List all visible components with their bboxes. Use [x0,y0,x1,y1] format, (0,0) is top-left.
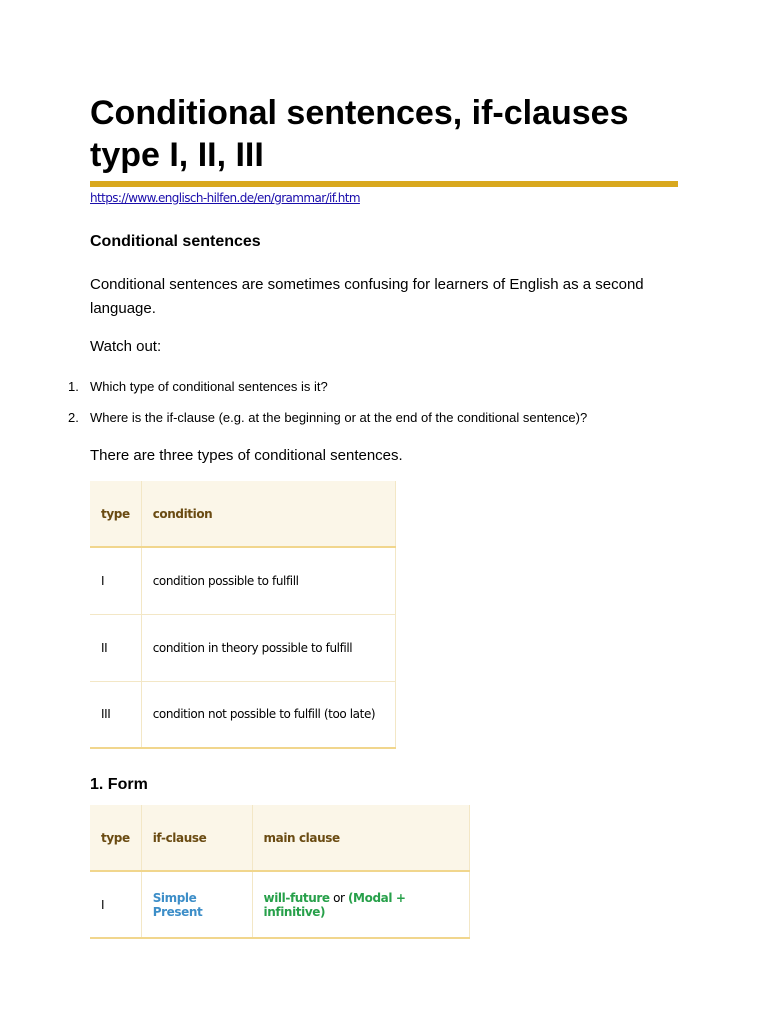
cell-condition: condition not possible to fulfill (too late) [141,681,395,748]
section-heading-form: 1. Form [90,776,148,793]
table-row [90,614,396,681]
cell-main-clause [252,871,469,938]
source-link[interactable]: https://www.englisch-hilfen.de/en/grammar/if.htm [90,191,360,205]
cell-type: I [90,547,141,614]
cell-type: III [90,681,141,748]
document-page [68,0,678,919]
tense-simple-present: Simple Present [152,890,203,919]
table-header-row [90,805,470,871]
list-item [68,379,328,394]
watch-out-label: Watch out: [90,338,162,355]
intro-paragraph: Conditional sentences are sometimes confusing for learners of English as a second language. [90,276,644,317]
cell-condition: condition possible to fulfill [141,547,395,614]
list-item-text: Where is the if-clause (e.g. at the beginning or at the end of the conditional sentence)? [90,410,588,425]
list-item [68,410,587,425]
section-heading-conditional-sentences: Conditional sentences [90,233,261,250]
table-row [90,681,396,748]
tense-modal-infinitive: (Modal + infinitive) [263,890,406,919]
table-header-row [90,481,396,547]
cell-condition: condition in theory possible to fulfill [141,614,395,681]
column-header-type: type [90,481,141,547]
page-title: Conditional sentences, if-clauses type I, II, III [90,94,629,174]
column-header-main-clause: main clause [252,805,469,871]
column-header-if-clause: if-clause [141,805,252,871]
list-item-number: 2. [68,410,79,425]
table-row [90,871,470,938]
list-item-text: Which type of conditional sentences is it? [90,379,328,394]
form-table [90,805,470,939]
conditions-table [90,481,396,749]
column-header-condition: condition [141,481,395,547]
title-underline-rule [90,181,678,187]
table-row [90,547,396,614]
cell-type: II [90,614,141,681]
conjunction-or: or [333,890,345,905]
list-item-number: 1. [68,379,79,394]
three-types-paragraph: There are three types of conditional sentences. [90,447,403,464]
cell-if-clause [141,871,252,938]
tense-will-future: will-future [263,890,330,905]
column-header-type: type [90,805,141,871]
cell-type: I [90,871,141,938]
